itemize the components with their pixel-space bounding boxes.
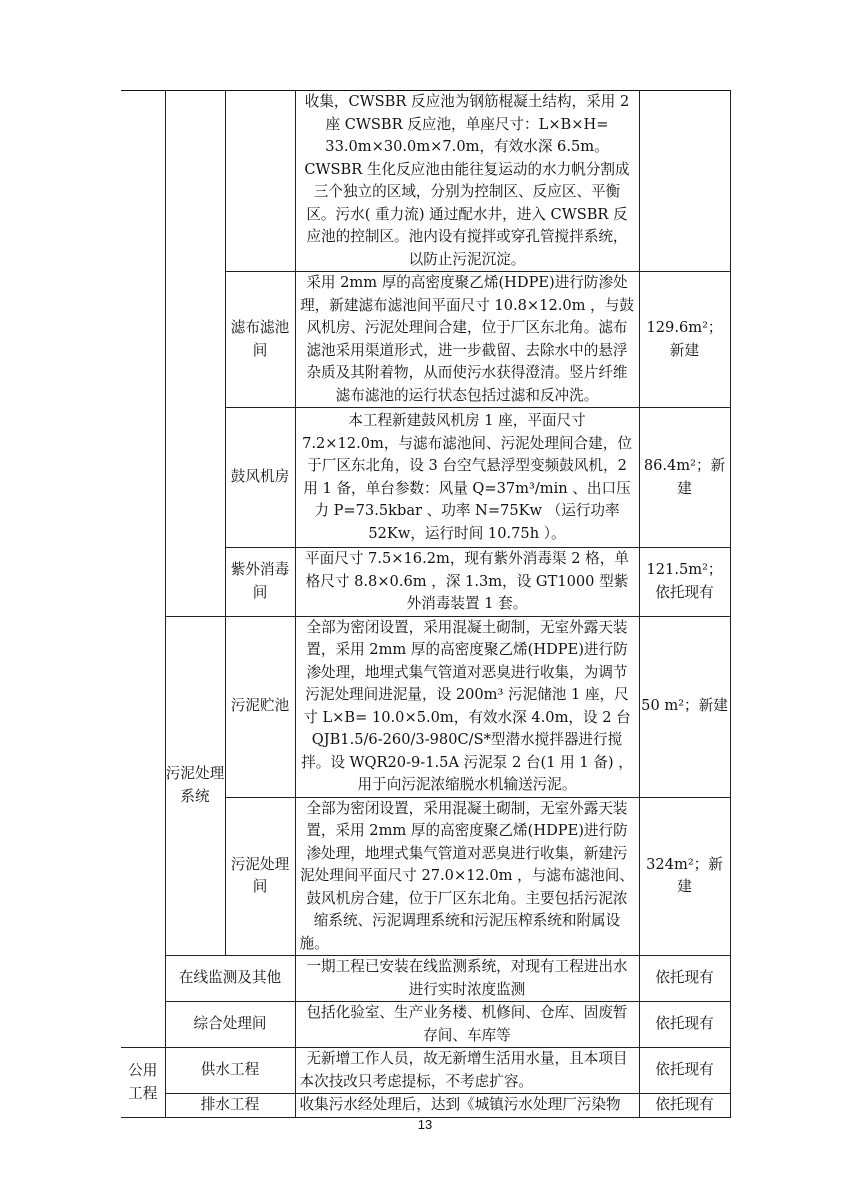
item-description: 包括化验室、生产业务楼、机修间、仓库、固废暂存间、车库等 <box>295 1002 639 1048</box>
item-description: 本工程新建鼓风机房 1 座，平面尺寸 7.2×12.0m，与滤布滤池间、污泥处理间合建，位于厂区东北角，设 3 台空气悬浮型变频鼓风机，2 用 1 备，单台参数：风量 Q=37m³/min 、出口压力 P=73.5kbar 、功率 N=75Kw （运行功率 52Kw，运行时间 10.75h ）。 <box>295 408 639 548</box>
category-name: 公用工程 <box>121 1048 165 1118</box>
table-row <box>121 616 730 797</box>
table-row <box>121 1002 730 1048</box>
item-name: 鼓风机房 <box>225 408 295 548</box>
item-name: 综合处理间 <box>165 1002 295 1048</box>
item-note: 依托现有 <box>639 1094 730 1118</box>
group-name: 污泥处理系统 <box>165 616 225 956</box>
item-description: 无新增工作人员，故无新增生活用水量，且本项目本次技改只考虑提标，不考虑扩容。 <box>295 1048 639 1094</box>
item-description: 平面尺寸 7.5×16.2m，现有紫外消毒渠 2 格，单格尺寸 8.8×0.6m ，深 1.3m，设 GT1000 型紫外消毒装置 1 套。 <box>295 548 639 617</box>
table-row <box>121 1094 730 1118</box>
project-composition-table <box>121 90 731 1118</box>
item-name: 在线监测及其他 <box>165 956 295 1002</box>
table-row <box>121 91 730 272</box>
item-description: 全部为密闭设置，采用混凝土砌制，无室外露天装置，采用 2mm 厚的高密度聚乙烯(HDPE)进行防渗处理，地埋式集气管道对恶臭进行收集，新建污泥处理间平面尺寸 27.0×12.0m ，与滤布滤池间、鼓风机房合建，位于厂区东北角。主要包括污泥浓缩系统、污泥调理系统和污泥压榨系统和附属设施。 <box>295 797 639 956</box>
item-note: 依托现有 <box>639 1048 730 1094</box>
category-cell-blank <box>121 91 165 1048</box>
item-description: 收集污水经处理后，达到《城镇污水处理厂污染物 <box>295 1094 639 1118</box>
item-note: 86.4m²；新建 <box>639 408 730 548</box>
table-row <box>121 1048 730 1094</box>
table-row <box>121 956 730 1002</box>
item-name: 污泥贮池 <box>225 616 295 797</box>
item-description: 全部为密闭设置，采用混凝土砌制，无室外露天装置，采用 2mm 厚的高密度聚乙烯(HDPE)进行防渗处理，地埋式集气管道对恶臭进行收集，为调节污泥处理间进泥量，设 200m³ 污泥储池 1 座，尺寸 L×B= 10.0×5.0m，有效水深 4.0m，设 2 台 QJB1.5/6-260/3-980C/S*型潜水搅拌器进行搅拌。设 WQR20-9-1.5A 污泥泵 2 台(1 用 1 备) ，用于向污泥浓缩脱水机输送污泥。 <box>295 616 639 797</box>
item-name-cell-blank <box>225 91 295 272</box>
item-description: 一期工程已安装在线监测系统，对现有工程进出水进行实时浓度监测 <box>295 956 639 1002</box>
item-note: 依托现有 <box>639 1002 730 1048</box>
item-note-cell-blank <box>639 91 730 272</box>
page-number: 13 <box>417 1117 433 1132</box>
item-name: 紫外消毒间 <box>225 548 295 617</box>
item-note: 129.6m²；新建 <box>639 272 730 408</box>
item-name: 滤布滤池间 <box>225 272 295 408</box>
group-cell-blank <box>165 91 225 617</box>
item-description: 采用 2mm 厚的高密度聚乙烯(HDPE)进行防渗处理，新建滤布滤池间平面尺寸 10.8×12.0m ，与鼓风机房、污泥处理间合建，位于厂区东北角。滤布滤池采用渠道形式，进一步截留、去除水中的悬浮杂质及其附着物，从而使污水获得澄清。竖片纤维滤布滤池的运行状态包括过滤和反冲洗。 <box>295 272 639 408</box>
item-name: 排水工程 <box>165 1094 295 1118</box>
item-note: 依托现有 <box>639 956 730 1002</box>
item-name: 污泥处理间 <box>225 797 295 956</box>
item-note: 324m²；新建 <box>639 797 730 956</box>
item-description: 收集，CWSBR 反应池为钢筋棍凝土结构，采用 2 座 CWSBR 反应池，单座尺寸：L×B×H= 33.0m×30.0m×7.0m，有效水深 6.5m。CWSBR 生化反应池由能往复运动的水力帆分割成三个独立的区域，分别为控制区、反应区、平衡区。污水( 重力流) 通过配水井，进入 CWSBR 反应池的控制区。池内设有搅拌或穿孔管搅拌系统，以防止污泥沉淀。 <box>295 91 639 272</box>
item-note: 121.5m²；依托现有 <box>639 548 730 617</box>
item-name: 供水工程 <box>165 1048 295 1094</box>
item-note: 50 m²；新建 <box>639 616 730 797</box>
